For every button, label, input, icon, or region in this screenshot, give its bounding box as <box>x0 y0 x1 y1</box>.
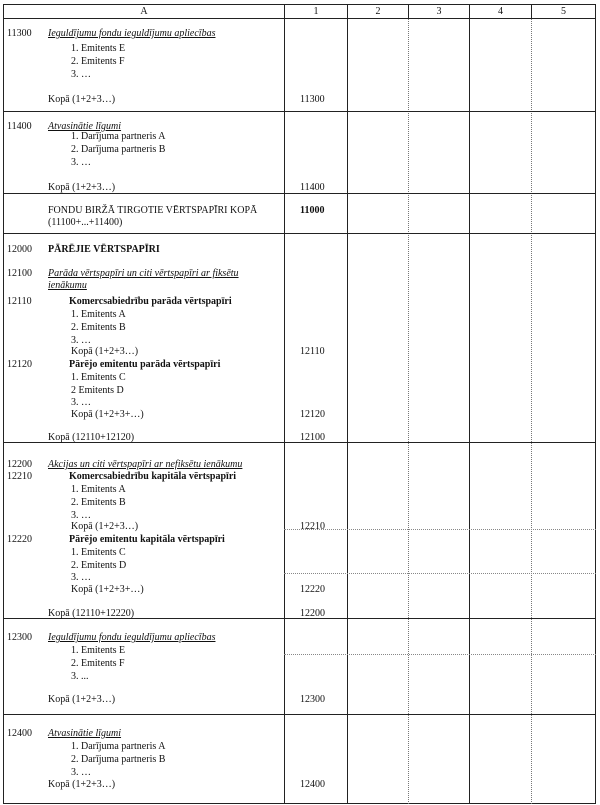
header-col-5: 5 <box>531 4 596 19</box>
list-item: 2. Emitents B <box>71 322 126 333</box>
header-col-a: A <box>3 4 285 19</box>
section-title: Ieguldījumu fondu ieguldījumu apliecības <box>48 632 216 643</box>
subtotal-label: Kopā (1+2+3+…) <box>71 409 144 420</box>
table-border-right <box>595 4 596 804</box>
col-divider <box>469 19 470 804</box>
row-guide <box>284 529 596 530</box>
row-separator <box>3 714 596 715</box>
total-code: 12110 <box>300 346 325 357</box>
subtotal-label: Kopā (1+2+3+…) <box>71 584 144 595</box>
total-code: 12200 <box>300 608 325 619</box>
total-code: 12300 <box>300 694 325 705</box>
row-code: 11400 <box>7 121 32 132</box>
row-code: 12120 <box>7 359 32 370</box>
header-col-3: 3 <box>408 4 470 19</box>
list-item: 2. Darījuma partneris B <box>71 754 166 765</box>
list-item: 1. Emitents C <box>71 547 126 558</box>
row-code: 12210 <box>7 471 32 482</box>
list-item: 1. Emitents E <box>71 43 126 54</box>
header-col-2: 2 <box>347 4 409 19</box>
row-separator <box>3 233 596 234</box>
header-col-4: 4 <box>469 4 532 19</box>
total-label: Kopā (1+2+3…) <box>48 694 116 705</box>
section-title: Akcijas un citi vērtspapīri ar nefiksētu ienākumu <box>48 459 243 470</box>
total-label: Kopā (1+2+3…) <box>48 94 116 105</box>
financial-table <box>3 4 596 804</box>
row-code: 11300 <box>7 28 32 39</box>
col-divider <box>347 19 348 804</box>
section-title-cont: ienākumu <box>48 280 87 291</box>
subsection-title: Komercsabiedrību parāda vērtspapīri <box>69 296 232 307</box>
list-item: 2. Emitents B <box>71 497 126 508</box>
total-code: 12210 <box>300 521 325 532</box>
list-item: 2. Emitents F <box>71 658 125 669</box>
total-code: 12400 <box>300 779 325 790</box>
section-title: Atvasinātie līgumi <box>48 121 122 132</box>
subsection-title: Pārējo emitentu parāda vērtspapīri <box>69 359 221 370</box>
list-item: 3. … <box>71 510 91 521</box>
section-title: Atvasinātie līgumi <box>48 728 122 739</box>
row-code: 12300 <box>7 632 32 643</box>
row-code: 12400 <box>7 728 32 739</box>
list-item: 1. Darījuma partneris A <box>71 741 166 752</box>
table-border-bottom <box>3 803 596 804</box>
col-divider <box>284 19 285 804</box>
total-code: 11000 <box>300 205 325 216</box>
row-code: 12100 <box>7 268 32 279</box>
list-item: 1. Emitents A <box>71 484 126 495</box>
row-guide <box>284 573 596 574</box>
row-code: 12200 <box>7 459 32 470</box>
row-guide <box>284 654 596 655</box>
col-divider <box>531 19 532 804</box>
row-separator <box>3 111 596 112</box>
total-code: 12100 <box>300 432 325 443</box>
row-code: 12110 <box>7 296 32 307</box>
list-item: 3. ... <box>71 671 89 682</box>
total-code: 11300 <box>300 94 325 105</box>
table-border-left <box>3 4 4 804</box>
list-item: 3. … <box>71 69 91 80</box>
list-item: 1. Emitents E <box>71 645 126 656</box>
list-item: 3. … <box>71 335 91 346</box>
total-code: 12120 <box>300 409 325 420</box>
total-code: 12220 <box>300 584 325 595</box>
list-item: 2 Emitents D <box>71 385 124 396</box>
col-divider <box>408 19 409 804</box>
header-col-1: 1 <box>284 4 348 19</box>
list-item: 1. Darījuma partneris A <box>71 131 166 142</box>
row-code: 12220 <box>7 534 32 545</box>
list-item: 3. … <box>71 767 91 778</box>
section-title: PĀRĒJIE VĒRTSPAPĪRI <box>48 244 160 255</box>
list-item: 2. Darījuma partneris B <box>71 144 166 155</box>
section-title: Parāda vērtspapīri un citi vērtspapīri ar fiksētu <box>48 268 239 279</box>
subtotal-label: Kopā (1+2+3…) <box>71 346 139 357</box>
list-item: 1. Emitents C <box>71 372 126 383</box>
total-code: 11400 <box>300 182 325 193</box>
subtotal-label: Kopā (1+2+3…) <box>71 521 139 532</box>
list-item: 2. Emitents F <box>71 56 125 67</box>
total-label: Kopā (1+2+3…) <box>48 182 116 193</box>
total-label: Kopā (12110+12220) <box>48 608 135 619</box>
total-label: Kopā (1+2+3…) <box>48 779 116 790</box>
list-item: 2. Emitents D <box>71 560 127 571</box>
list-item: 1. Emitents A <box>71 309 126 320</box>
subsection-title: Komercsabiedrību kapitāla vērtspapīri <box>69 471 237 482</box>
section-title: Ieguldījumu fondu ieguldījumu apliecības <box>48 28 216 39</box>
subsection-title: Pārējo emitentu kapitāla vērtspapīri <box>69 534 225 545</box>
total-label: Kopā (12110+12120) <box>48 432 135 443</box>
list-item: 3. … <box>71 157 91 168</box>
grand-total-formula: (11100+...+11400) <box>48 217 123 228</box>
list-item: 3. … <box>71 572 91 583</box>
list-item: 3. … <box>71 397 91 408</box>
row-code: 12000 <box>7 244 32 255</box>
grand-total-label: FONDU BIRŽĀ TIRGOTIE VĒRTSPAPĪRI KOPĀ <box>48 205 258 216</box>
